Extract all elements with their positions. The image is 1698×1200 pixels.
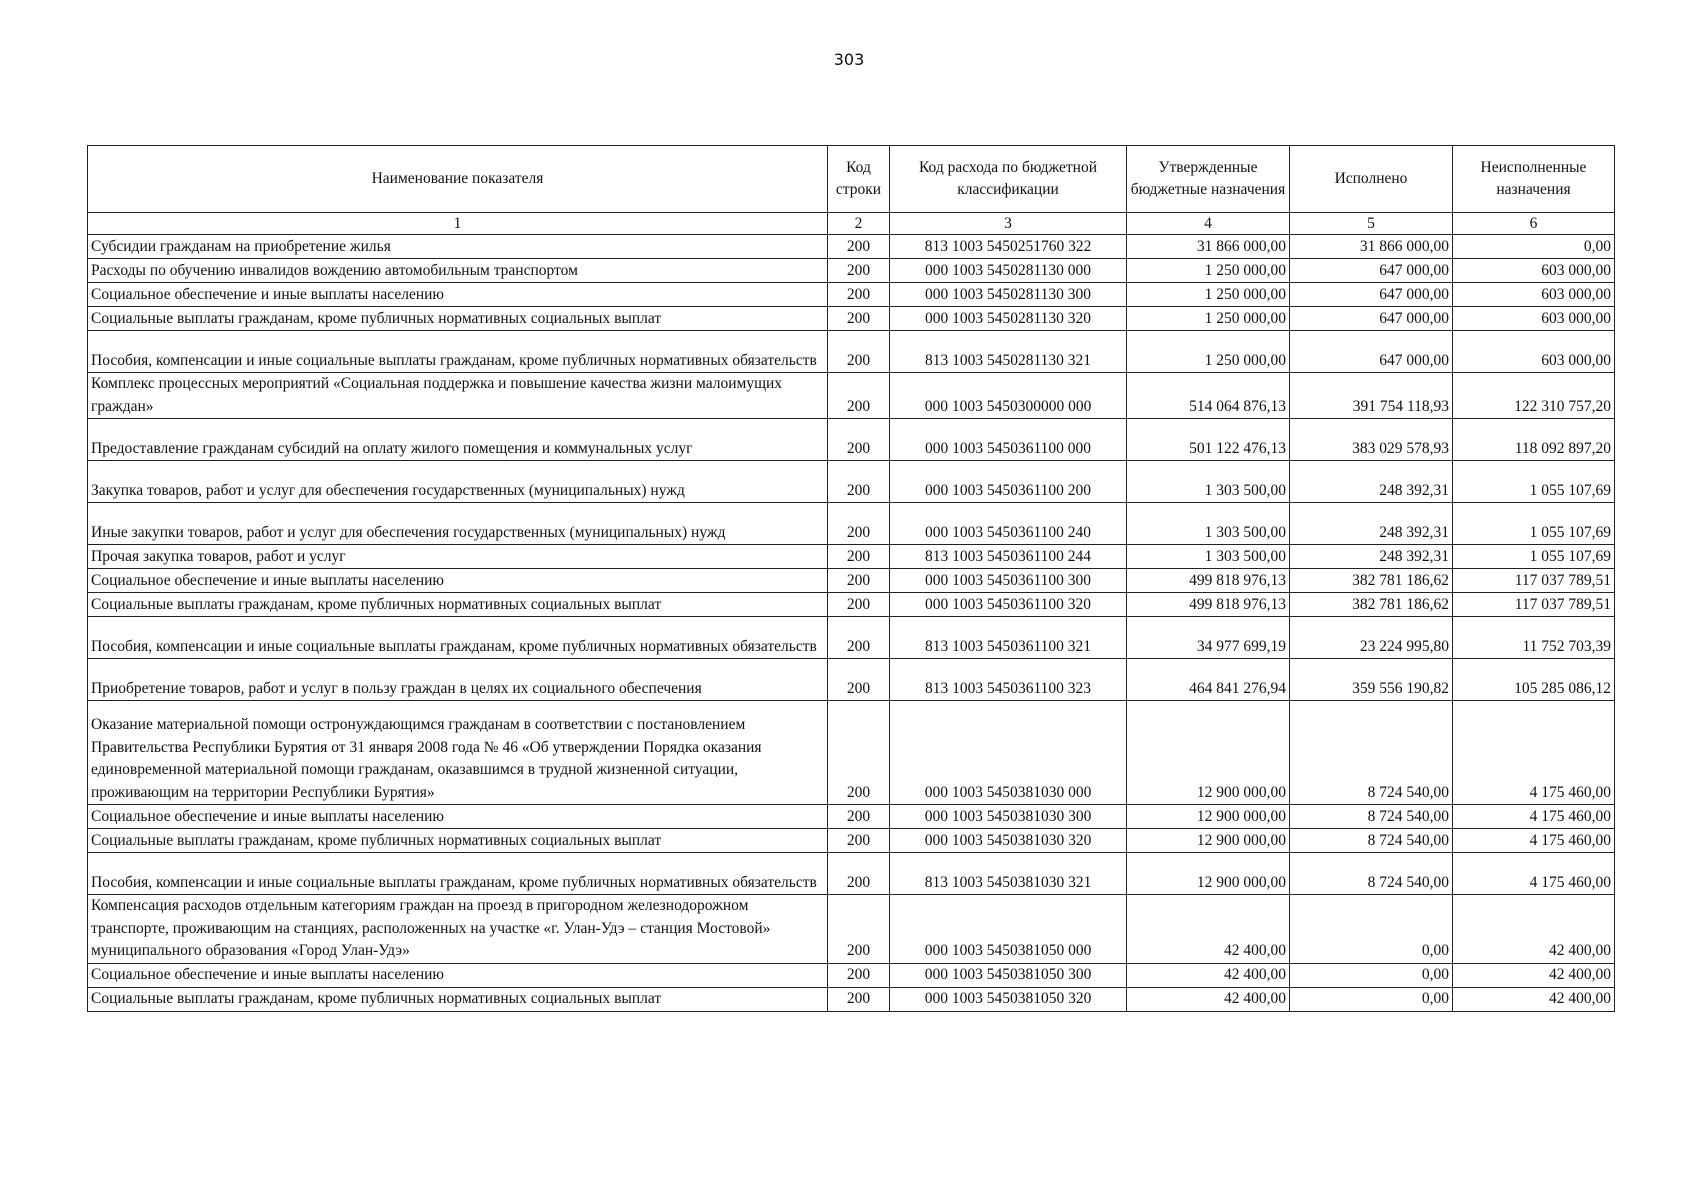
row-budget-classification-code: 000 1003 5450381050 000 — [890, 895, 1127, 964]
row-budget-classification-code: 813 1003 5450361100 321 — [890, 617, 1127, 659]
table-row — [88, 659, 1615, 701]
row-approved-amount: 1 303 500,00 — [1127, 545, 1290, 569]
row-line-code: 200 — [828, 331, 890, 373]
row-budget-classification-code: 000 1003 5450281130 000 — [890, 259, 1127, 283]
table-row — [88, 259, 1615, 283]
row-line-code: 200 — [828, 307, 890, 331]
header-executed: Исполнено — [1290, 146, 1453, 213]
row-executed-amount: 0,00 — [1290, 895, 1453, 964]
row-line-code: 200 — [828, 569, 890, 593]
row-budget-classification-code: 000 1003 5450281130 320 — [890, 307, 1127, 331]
row-approved-amount: 12 900 000,00 — [1127, 853, 1290, 895]
row-executed-amount: 8 724 540,00 — [1290, 829, 1453, 853]
table-row — [88, 853, 1615, 895]
row-unexecuted-amount: 4 175 460,00 — [1453, 701, 1615, 805]
row-unexecuted-amount: 11 752 703,39 — [1453, 617, 1615, 659]
table-row — [88, 461, 1615, 503]
row-line-code: 200 — [828, 829, 890, 853]
table-row — [88, 331, 1615, 373]
row-unexecuted-amount: 1 055 107,69 — [1453, 461, 1615, 503]
row-approved-amount: 499 818 976,13 — [1127, 569, 1290, 593]
row-indicator-name: Социальное обеспечение и иные выплаты населению — [88, 963, 828, 987]
row-unexecuted-amount: 603 000,00 — [1453, 307, 1615, 331]
row-indicator-name: Пособия, компенсации и иные социальные выплаты гражданам, кроме публичных нормативных обязательств — [88, 853, 828, 895]
row-line-code: 200 — [828, 963, 890, 987]
header-approved-appropriations: Утвержденные бюджетные назначения — [1127, 146, 1290, 213]
row-budget-classification-code: 000 1003 5450381050 300 — [890, 963, 1127, 987]
row-approved-amount: 1 250 000,00 — [1127, 307, 1290, 331]
row-indicator-name: Компенсация расходов отдельным категориям граждан на проезд в пригородном железнодорожном транспорте, проживающим на станциях, расположенных на участке «г. Улан-Удэ – станция Мостовой» муниципального образования «Город Улан-Удэ» — [88, 895, 828, 964]
row-executed-amount: 382 781 186,62 — [1290, 569, 1453, 593]
row-approved-amount: 42 400,00 — [1127, 963, 1290, 987]
table-row — [88, 235, 1615, 259]
row-budget-classification-code: 813 1003 5450361100 244 — [890, 545, 1127, 569]
row-executed-amount: 647 000,00 — [1290, 283, 1453, 307]
row-unexecuted-amount: 4 175 460,00 — [1453, 853, 1615, 895]
table-row — [88, 963, 1615, 987]
header-line-code: Код строки — [828, 146, 890, 213]
table-row — [88, 373, 1615, 419]
column-number: 5 — [1290, 213, 1453, 235]
row-line-code: 200 — [828, 853, 890, 895]
row-budget-classification-code: 000 1003 5450361100 320 — [890, 593, 1127, 617]
row-approved-amount: 1 303 500,00 — [1127, 461, 1290, 503]
row-line-code: 200 — [828, 701, 890, 805]
row-executed-amount: 647 000,00 — [1290, 331, 1453, 373]
row-budget-classification-code: 813 1003 5450281130 321 — [890, 331, 1127, 373]
row-executed-amount: 359 556 190,82 — [1290, 659, 1453, 701]
row-executed-amount: 647 000,00 — [1290, 307, 1453, 331]
row-executed-amount: 0,00 — [1290, 963, 1453, 987]
row-executed-amount: 248 392,31 — [1290, 545, 1453, 569]
header-indicator-name: Наименование показателя — [88, 146, 828, 213]
header-row — [88, 146, 1615, 213]
column-number: 6 — [1453, 213, 1615, 235]
row-line-code: 200 — [828, 987, 890, 1011]
row-line-code: 200 — [828, 373, 890, 419]
row-line-code: 200 — [828, 545, 890, 569]
row-indicator-name: Оказание материальной помощи остронуждающимся гражданам в соответствии с постановлением Правительства Республики Бурятия от 31 января 2008 года № 46 «Об утверждении Порядка оказания единовременной материальной помощи гражданам, оказавшимся в трудной жизненной ситуации, проживающим на территории Республики Бурятия» — [88, 701, 828, 805]
row-unexecuted-amount: 118 092 897,20 — [1453, 419, 1615, 461]
table-row — [88, 701, 1615, 805]
row-budget-classification-code: 000 1003 5450361100 300 — [890, 569, 1127, 593]
row-budget-classification-code: 813 1003 5450361100 323 — [890, 659, 1127, 701]
row-unexecuted-amount: 42 400,00 — [1453, 895, 1615, 964]
column-number: 2 — [828, 213, 890, 235]
table-row — [88, 307, 1615, 331]
row-approved-amount: 42 400,00 — [1127, 987, 1290, 1011]
row-budget-classification-code: 000 1003 5450381030 000 — [890, 701, 1127, 805]
row-approved-amount: 464 841 276,94 — [1127, 659, 1290, 701]
row-indicator-name: Социальное обеспечение и иные выплаты населению — [88, 569, 828, 593]
row-indicator-name: Социальные выплаты гражданам, кроме публичных нормативных социальных выплат — [88, 829, 828, 853]
row-executed-amount: 382 781 186,62 — [1290, 593, 1453, 617]
row-executed-amount: 8 724 540,00 — [1290, 701, 1453, 805]
table-body — [88, 213, 1615, 1012]
row-approved-amount: 12 900 000,00 — [1127, 805, 1290, 829]
row-line-code: 200 — [828, 419, 890, 461]
row-unexecuted-amount: 603 000,00 — [1453, 283, 1615, 307]
row-line-code: 200 — [828, 617, 890, 659]
row-indicator-name: Пособия, компенсации и иные социальные выплаты гражданам, кроме публичных нормативных обязательств — [88, 331, 828, 373]
row-approved-amount: 499 818 976,13 — [1127, 593, 1290, 617]
row-unexecuted-amount: 0,00 — [1453, 235, 1615, 259]
row-executed-amount: 647 000,00 — [1290, 259, 1453, 283]
row-unexecuted-amount: 117 037 789,51 — [1453, 569, 1615, 593]
row-indicator-name: Предоставление гражданам субсидий на оплату жилого помещения и коммунальных услуг — [88, 419, 828, 461]
row-approved-amount: 34 977 699,19 — [1127, 617, 1290, 659]
row-indicator-name: Закупка товаров, работ и услуг для обеспечения государственных (муниципальных) нужд — [88, 461, 828, 503]
row-line-code: 200 — [828, 461, 890, 503]
row-budget-classification-code: 000 1003 5450381030 320 — [890, 829, 1127, 853]
row-unexecuted-amount: 42 400,00 — [1453, 963, 1615, 987]
row-unexecuted-amount: 122 310 757,20 — [1453, 373, 1615, 419]
row-indicator-name: Приобретение товаров, работ и услуг в пользу граждан в целях их социального обеспечения — [88, 659, 828, 701]
row-indicator-name: Комплекс процессных мероприятий «Социальная поддержка и повышение качества жизни малоимущих граждан» — [88, 373, 828, 419]
row-executed-amount: 0,00 — [1290, 987, 1453, 1011]
row-line-code: 200 — [828, 805, 890, 829]
table-row — [88, 617, 1615, 659]
row-unexecuted-amount: 4 175 460,00 — [1453, 829, 1615, 853]
row-unexecuted-amount: 1 055 107,69 — [1453, 545, 1615, 569]
row-approved-amount: 31 866 000,00 — [1127, 235, 1290, 259]
header-unexecuted-appropriations: Неисполненные назначения — [1453, 146, 1615, 213]
row-executed-amount: 8 724 540,00 — [1290, 853, 1453, 895]
row-executed-amount: 8 724 540,00 — [1290, 805, 1453, 829]
column-number: 4 — [1127, 213, 1290, 235]
row-executed-amount: 23 224 995,80 — [1290, 617, 1453, 659]
table-row — [88, 895, 1615, 964]
row-approved-amount: 501 122 476,13 — [1127, 419, 1290, 461]
row-unexecuted-amount: 4 175 460,00 — [1453, 805, 1615, 829]
row-budget-classification-code: 000 1003 5450381050 320 — [890, 987, 1127, 1011]
table-row — [88, 593, 1615, 617]
table-row — [88, 805, 1615, 829]
row-indicator-name: Социальное обеспечение и иные выплаты населению — [88, 283, 828, 307]
row-executed-amount: 248 392,31 — [1290, 461, 1453, 503]
row-indicator-name: Социальные выплаты гражданам, кроме публичных нормативных социальных выплат — [88, 987, 828, 1011]
row-executed-amount: 31 866 000,00 — [1290, 235, 1453, 259]
row-line-code: 200 — [828, 283, 890, 307]
row-indicator-name: Социальное обеспечение и иные выплаты населению — [88, 805, 828, 829]
row-approved-amount: 1 250 000,00 — [1127, 283, 1290, 307]
row-line-code: 200 — [828, 235, 890, 259]
row-line-code: 200 — [828, 659, 890, 701]
row-budget-classification-code: 813 1003 5450381030 321 — [890, 853, 1127, 895]
table-row — [88, 829, 1615, 853]
row-approved-amount: 1 250 000,00 — [1127, 259, 1290, 283]
row-budget-classification-code: 000 1003 5450361100 240 — [890, 503, 1127, 545]
row-budget-classification-code: 000 1003 5450361100 000 — [890, 419, 1127, 461]
table-row — [88, 545, 1615, 569]
column-number-row — [88, 213, 1615, 235]
row-approved-amount: 1 303 500,00 — [1127, 503, 1290, 545]
row-executed-amount: 391 754 118,93 — [1290, 373, 1453, 419]
row-budget-classification-code: 000 1003 5450361100 200 — [890, 461, 1127, 503]
row-indicator-name: Социальные выплаты гражданам, кроме публичных нормативных социальных выплат — [88, 593, 828, 617]
row-unexecuted-amount: 1 055 107,69 — [1453, 503, 1615, 545]
row-approved-amount: 514 064 876,13 — [1127, 373, 1290, 419]
row-indicator-name: Расходы по обучению инвалидов вождению автомобильным транспортом — [88, 259, 828, 283]
row-unexecuted-amount: 603 000,00 — [1453, 331, 1615, 373]
page-number: 303 — [833, 50, 865, 69]
table-row — [88, 283, 1615, 307]
table-row — [88, 987, 1615, 1011]
budget-execution-table — [87, 145, 1615, 1012]
row-line-code: 200 — [828, 259, 890, 283]
row-budget-classification-code: 000 1003 5450281130 300 — [890, 283, 1127, 307]
row-unexecuted-amount: 105 285 086,12 — [1453, 659, 1615, 701]
table-row — [88, 419, 1615, 461]
table-row — [88, 503, 1615, 545]
row-unexecuted-amount: 603 000,00 — [1453, 259, 1615, 283]
row-approved-amount: 1 250 000,00 — [1127, 331, 1290, 373]
column-number: 3 — [890, 213, 1127, 235]
row-indicator-name: Иные закупки товаров, работ и услуг для обеспечения государственных (муниципальных) нужд — [88, 503, 828, 545]
row-unexecuted-amount: 42 400,00 — [1453, 987, 1615, 1011]
row-indicator-name: Субсидии гражданам на приобретение жилья — [88, 235, 828, 259]
row-approved-amount: 42 400,00 — [1127, 895, 1290, 964]
table-header — [88, 146, 1615, 213]
header-budget-classification-code: Код расхода по бюджетной классификации — [890, 146, 1127, 213]
row-unexecuted-amount: 117 037 789,51 — [1453, 593, 1615, 617]
row-line-code: 200 — [828, 593, 890, 617]
column-number: 1 — [88, 213, 828, 235]
row-indicator-name: Прочая закупка товаров, работ и услуг — [88, 545, 828, 569]
row-executed-amount: 248 392,31 — [1290, 503, 1453, 545]
table-row — [88, 569, 1615, 593]
row-indicator-name: Социальные выплаты гражданам, кроме публичных нормативных социальных выплат — [88, 307, 828, 331]
row-budget-classification-code: 000 1003 5450300000 000 — [890, 373, 1127, 419]
row-indicator-name: Пособия, компенсации и иные социальные выплаты гражданам, кроме публичных нормативных обязательств — [88, 617, 828, 659]
row-approved-amount: 12 900 000,00 — [1127, 701, 1290, 805]
row-budget-classification-code: 813 1003 5450251760 322 — [890, 235, 1127, 259]
row-budget-classification-code: 000 1003 5450381030 300 — [890, 805, 1127, 829]
row-executed-amount: 383 029 578,93 — [1290, 419, 1453, 461]
row-line-code: 200 — [828, 895, 890, 964]
row-line-code: 200 — [828, 503, 890, 545]
row-approved-amount: 12 900 000,00 — [1127, 829, 1290, 853]
